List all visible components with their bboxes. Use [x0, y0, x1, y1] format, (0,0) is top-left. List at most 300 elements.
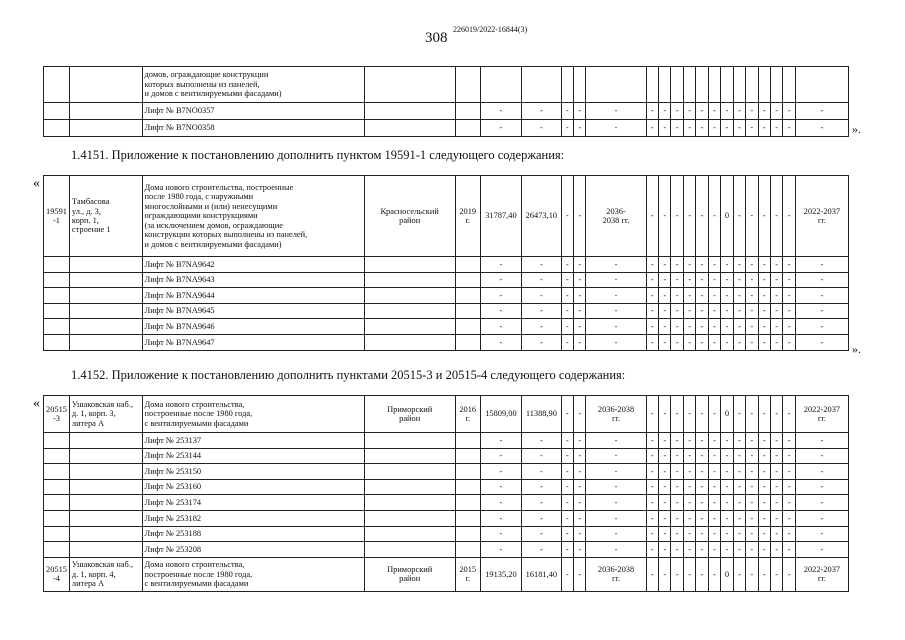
dash-cell-line: - [750, 466, 754, 476]
dash-cell-line: - [787, 529, 791, 539]
dash-cell [574, 464, 586, 480]
dash-cell [671, 495, 683, 511]
dash-cell-line: - [787, 106, 791, 116]
empty-cell [69, 464, 142, 480]
dash-cell-line: - [820, 290, 824, 300]
zero-cell [721, 557, 733, 591]
dash-cell [659, 334, 671, 350]
lift-name [142, 479, 364, 495]
dash-cell-line: - [675, 290, 679, 300]
empty-cell [44, 334, 70, 350]
dash-cell-line: - [725, 290, 729, 300]
dash-cell-line: - [700, 337, 704, 347]
dash-cell [770, 495, 782, 511]
dash-cell [522, 303, 561, 319]
dash-cell-line: - [775, 451, 779, 461]
dash-cell [659, 176, 671, 257]
house-type-cell-line: конструкции которых выполнены из панелей, [144, 230, 308, 240]
dash-cell [522, 257, 561, 273]
dash-cell [659, 464, 671, 480]
dash-cell [708, 319, 720, 335]
dash-cell-line: - [750, 544, 754, 554]
dash-cell-line: - [539, 106, 543, 116]
empty-cell [455, 448, 480, 464]
plan-period-cell [795, 396, 848, 433]
dash-cell [770, 176, 782, 257]
dash-cell [574, 272, 586, 288]
dash-cell-line: - [688, 321, 692, 331]
dash-cell-line: - [663, 569, 667, 579]
dash-cell [480, 542, 521, 558]
dash-cell [758, 334, 770, 350]
dash-cell [758, 303, 770, 319]
dash-cell [746, 103, 758, 120]
dash-cell [733, 396, 745, 433]
empty-cell [69, 479, 142, 495]
dash-cell-line: - [750, 275, 754, 285]
period-cell-line: гг. [612, 574, 621, 584]
house-type-cell-line: после 1980 года, с наружными [144, 192, 254, 202]
dash-cell [770, 479, 782, 495]
total-area-cell-line: 19135,20 [485, 569, 517, 579]
dash-cell-line: - [775, 275, 779, 285]
dash-cell-line: - [688, 259, 692, 269]
dash-cell [733, 303, 745, 319]
dash-cell-line: - [725, 435, 729, 445]
dash-cell [574, 510, 586, 526]
dash-cell [770, 464, 782, 480]
dash-cell-line: - [650, 290, 654, 300]
dash-cell-line: - [737, 275, 741, 285]
dash-cell-line: - [750, 259, 754, 269]
dash-cell-line: - [700, 482, 704, 492]
dash-cell-line: - [499, 321, 503, 331]
house-type-cell-line: ограждающими конструкциями [144, 211, 258, 221]
dash-cell [746, 495, 758, 511]
plan-period-cell-line: 2022-2037 [803, 564, 841, 574]
dash-cell-line: - [578, 337, 582, 347]
house-type-cell [142, 176, 364, 257]
lift-name-line: Лифт № В7NА9646 [144, 321, 215, 331]
dash-cell-line: - [820, 544, 824, 554]
dash-cell-line: - [578, 435, 582, 445]
dash-cell-line: - [565, 482, 569, 492]
dash-cell-line: - [539, 123, 543, 133]
dash-cell [746, 557, 758, 591]
dash-cell-line: - [820, 435, 824, 445]
dash-cell-line: - [700, 569, 704, 579]
house-type-cell [142, 557, 364, 591]
dash-cell-line: - [820, 337, 824, 347]
empty-cell [455, 103, 480, 120]
dash-cell [646, 495, 658, 511]
dash-cell [708, 526, 720, 542]
dash-cell [586, 510, 646, 526]
empty-cell [561, 67, 573, 103]
dash-cell [758, 464, 770, 480]
dash-cell-line: - [688, 513, 692, 523]
dash-cell [795, 334, 848, 350]
dash-cell [561, 120, 573, 137]
dash-cell [733, 495, 745, 511]
dash-cell-line: - [650, 321, 654, 331]
dash-cell [795, 319, 848, 335]
empty-cell [44, 464, 70, 480]
empty-cell [455, 479, 480, 495]
lift-name-line: Лифт № В7NА9642 [144, 259, 215, 269]
dash-cell [574, 319, 586, 335]
dash-cell [733, 334, 745, 350]
dash-cell-line: - [650, 466, 654, 476]
dash-cell [721, 257, 733, 273]
dash-cell-line: - [820, 259, 824, 269]
dash-cell [783, 526, 795, 542]
dash-cell [671, 464, 683, 480]
dash-cell [659, 433, 671, 449]
dash-cell [770, 303, 782, 319]
plan-period-cell [795, 557, 848, 591]
dash-cell-line: - [578, 259, 582, 269]
empty-cell [455, 495, 480, 511]
year-cell [455, 396, 480, 433]
empty-cell [364, 464, 455, 480]
dash-cell-line: - [700, 409, 704, 419]
total-area-cell [480, 396, 521, 433]
dash-cell-line: - [700, 529, 704, 539]
dash-cell [733, 319, 745, 335]
empty-cell [683, 67, 695, 103]
dash-cell-line: - [725, 321, 729, 331]
dash-cell [721, 510, 733, 526]
table-row [44, 288, 849, 304]
dash-cell [696, 272, 708, 288]
dash-cell [733, 510, 745, 526]
dash-cell-line: - [775, 211, 779, 221]
empty-cell [44, 479, 70, 495]
dash-cell [671, 103, 683, 120]
dash-cell [659, 510, 671, 526]
dash-cell [696, 433, 708, 449]
house-type-cell [142, 396, 364, 433]
lift-name [142, 303, 364, 319]
dash-cell [561, 557, 573, 591]
dash-cell [586, 288, 646, 304]
dash-cell [671, 448, 683, 464]
dash-cell [795, 257, 848, 273]
dash-cell-line: - [539, 306, 543, 316]
dash-cell [574, 479, 586, 495]
dash-cell [522, 526, 561, 542]
dash-cell-line: - [700, 306, 704, 316]
dash-cell [561, 103, 573, 120]
empty-cell [44, 495, 70, 511]
dash-cell-line: - [499, 513, 503, 523]
dash-cell [646, 319, 658, 335]
empty-cell [455, 334, 480, 350]
dash-cell-line: - [614, 482, 618, 492]
dash-cell [586, 334, 646, 350]
dash-cell-line: - [539, 544, 543, 554]
dash-cell [659, 272, 671, 288]
year-cell [455, 557, 480, 591]
dash-cell [659, 526, 671, 542]
lift-name [142, 433, 364, 449]
dash-cell-line: - [614, 497, 618, 507]
empty-cell [659, 67, 671, 103]
plan-period-cell-line: гг. [817, 574, 826, 584]
dash-cell-line: - [762, 321, 766, 331]
dash-cell [574, 495, 586, 511]
house-type-cell-line: с вентилируемыми фасадами [144, 578, 249, 588]
dash-cell-line: - [762, 306, 766, 316]
empty-cell [708, 67, 720, 103]
dash-cell-line: - [663, 513, 667, 523]
address-cell-line: строение 1 [71, 225, 111, 235]
dash-cell-line: - [725, 451, 729, 461]
dash-cell [708, 448, 720, 464]
dash-cell-line: - [663, 123, 667, 133]
dash-cell-line: - [499, 106, 503, 116]
dash-cell-line: - [650, 513, 654, 523]
empty-cell [364, 257, 455, 273]
empty-cell [44, 526, 70, 542]
dash-cell [758, 103, 770, 120]
dash-cell-line: - [614, 513, 618, 523]
dash-cell [480, 433, 521, 449]
dash-cell-line: - [539, 466, 543, 476]
dash-cell-line: - [675, 211, 679, 221]
empty-cell [770, 67, 782, 103]
dash-cell-line: - [499, 435, 503, 445]
lift-name [142, 319, 364, 335]
dash-cell [646, 396, 658, 433]
dash-cell [480, 120, 521, 137]
dash-cell-line: - [787, 544, 791, 554]
empty-cell [455, 257, 480, 273]
dash-cell-line: - [713, 435, 716, 445]
dash-cell [783, 433, 795, 449]
dash-cell-line: - [499, 123, 503, 133]
empty-cell [364, 319, 455, 335]
dash-cell-line: - [663, 211, 667, 221]
empty-cell [455, 120, 480, 137]
dash-cell [708, 479, 720, 495]
dash-cell [574, 396, 586, 433]
dash-cell [770, 396, 782, 433]
dash-cell-line: - [688, 275, 692, 285]
empty-cell [364, 303, 455, 319]
dash-cell-line: - [565, 275, 569, 285]
empty-cell [364, 120, 455, 137]
dash-cell-line: - [614, 466, 618, 476]
dash-cell-line: - [750, 337, 754, 347]
lift-name [142, 334, 364, 350]
dash-cell-line: - [713, 211, 716, 221]
dash-cell [586, 433, 646, 449]
dash-cell [646, 120, 658, 137]
dash-cell [696, 257, 708, 273]
dash-cell [783, 272, 795, 288]
dash-cell-line: - [713, 337, 716, 347]
living-area-cell [522, 176, 561, 257]
table-row [44, 433, 849, 449]
dash-cell [783, 176, 795, 257]
zero-cell-line: 0 [724, 569, 730, 579]
dash-cell [480, 257, 521, 273]
dash-cell [586, 542, 646, 558]
lift-name [142, 257, 364, 273]
plan-period-cell [795, 176, 848, 257]
dash-cell-line: - [663, 321, 667, 331]
dash-cell-line: - [688, 569, 692, 579]
dash-cell-line: - [775, 290, 779, 300]
empty-cell [696, 67, 708, 103]
dash-cell-line: - [775, 482, 779, 492]
item-number-line: -1 [52, 216, 60, 225]
dash-cell-line: - [787, 409, 791, 419]
dash-cell [733, 257, 745, 273]
dash-cell-line: - [499, 466, 503, 476]
dash-cell [671, 288, 683, 304]
dash-cell-line: - [578, 466, 582, 476]
dash-cell-line: - [539, 451, 543, 461]
dash-cell-line: - [650, 123, 654, 133]
dash-cell-line: - [688, 451, 692, 461]
dash-cell-line: - [675, 466, 679, 476]
dash-cell [574, 288, 586, 304]
dash-cell [708, 103, 720, 120]
empty-cell [455, 433, 480, 449]
dash-cell [671, 120, 683, 137]
dash-cell [696, 542, 708, 558]
dash-cell-line: - [762, 106, 766, 116]
dash-cell-line: - [775, 409, 779, 419]
dash-cell-line: - [650, 259, 654, 269]
dash-cell [574, 334, 586, 350]
empty-cell [44, 319, 70, 335]
dash-cell-line: - [700, 211, 704, 221]
dash-cell-line: - [787, 451, 791, 461]
dash-cell [746, 176, 758, 257]
address-cell-line: литера А [71, 418, 105, 428]
dash-cell-line: - [762, 544, 766, 554]
dash-cell-line: - [775, 569, 779, 579]
lift-name [142, 464, 364, 480]
dash-cell [561, 479, 573, 495]
house-type-cell-line: с вентилируемыми фасадами [144, 418, 249, 428]
dash-cell-line: - [700, 106, 704, 116]
dash-cell [646, 526, 658, 542]
dash-cell-line: - [578, 482, 582, 492]
house-type-cell-line: которых выполнены из панелей, [144, 79, 260, 89]
dash-cell-line: - [650, 497, 654, 507]
dash-cell [659, 319, 671, 335]
dash-cell [646, 479, 658, 495]
dash-cell [746, 396, 758, 433]
dash-cell-line: - [787, 497, 791, 507]
dash-cell [721, 448, 733, 464]
dash-cell [746, 448, 758, 464]
dash-cell [480, 479, 521, 495]
dash-cell [783, 303, 795, 319]
dash-cell [770, 542, 782, 558]
dash-cell [561, 542, 573, 558]
table-row [44, 396, 849, 433]
address-cell-line: Ушаковская наб., [71, 560, 133, 570]
dash-cell [795, 272, 848, 288]
dash-cell-line: - [787, 482, 791, 492]
empty-cell [69, 67, 142, 103]
item-number-line: -3 [52, 414, 60, 423]
dash-cell-line: - [650, 544, 654, 554]
dash-cell [659, 120, 671, 137]
dash-cell-line: - [578, 497, 582, 507]
dash-cell-line: - [663, 466, 667, 476]
dash-cell-line: - [737, 321, 741, 331]
dash-cell-line: - [688, 497, 692, 507]
dash-cell [561, 303, 573, 319]
empty-cell [364, 448, 455, 464]
address-cell-line: корп. 1, [71, 216, 99, 225]
dash-cell [646, 272, 658, 288]
dash-cell-line: - [578, 529, 582, 539]
dash-cell-line: - [787, 321, 791, 331]
dash-cell-line: - [499, 497, 503, 507]
dash-cell-line: - [762, 513, 766, 523]
dash-cell-line: - [539, 290, 543, 300]
dash-cell [659, 288, 671, 304]
empty-cell [364, 272, 455, 288]
dash-cell [783, 396, 795, 433]
dash-cell [574, 257, 586, 273]
dash-cell [683, 557, 695, 591]
district-cell-line: район [399, 414, 421, 423]
dash-cell [561, 464, 573, 480]
dash-cell [646, 176, 658, 257]
dash-cell [758, 396, 770, 433]
lift-name [142, 495, 364, 511]
dash-cell [659, 495, 671, 511]
dash-cell-line: - [750, 409, 754, 419]
empty-cell [44, 272, 70, 288]
dash-cell [561, 396, 573, 433]
dash-cell-line: - [539, 513, 543, 523]
dash-cell-line: - [663, 435, 667, 445]
dash-cell [733, 120, 745, 137]
dash-cell-line: - [650, 337, 654, 347]
dash-cell [758, 120, 770, 137]
dash-cell-line: - [700, 123, 704, 133]
dash-cell [746, 510, 758, 526]
lift-name-line: Лифт № 253160 [144, 482, 202, 492]
table-row [44, 319, 849, 335]
dash-cell-line: - [675, 275, 679, 285]
dash-cell [683, 433, 695, 449]
dash-cell-line: - [775, 106, 779, 116]
dash-cell [646, 448, 658, 464]
dash-cell-line: - [675, 337, 679, 347]
dash-cell-line: - [650, 529, 654, 539]
dash-cell [783, 464, 795, 480]
lift-name [142, 526, 364, 542]
table-row [44, 272, 849, 288]
dash-cell [480, 464, 521, 480]
table-row [44, 103, 849, 120]
empty-cell [69, 288, 142, 304]
dash-cell-line: - [650, 451, 654, 461]
dash-cell-line: - [565, 451, 569, 461]
item-number-line: 20515 [46, 404, 67, 414]
